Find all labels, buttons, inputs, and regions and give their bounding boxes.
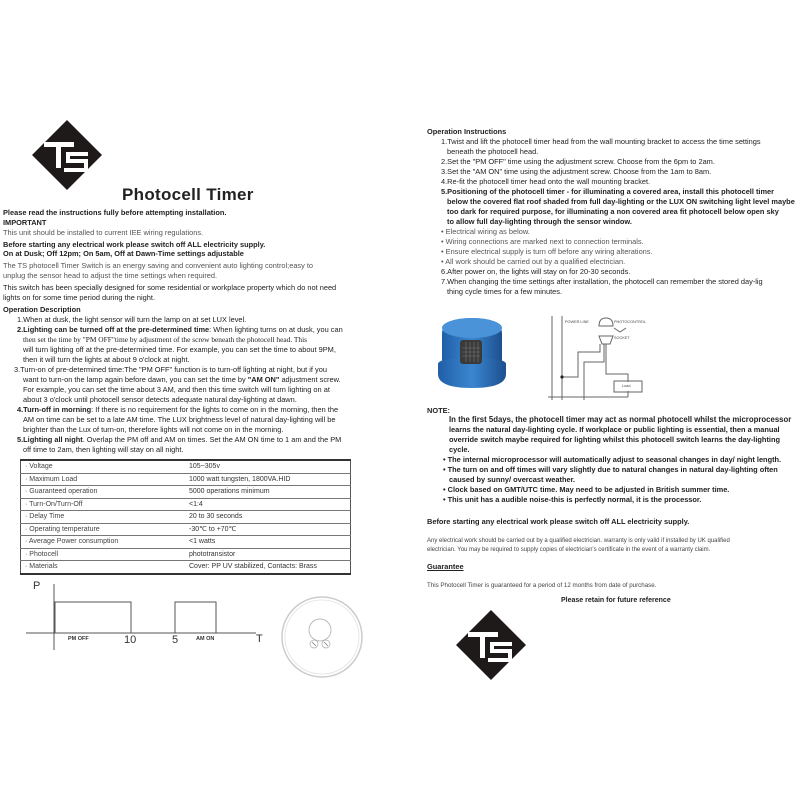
x-axis-label: T: [256, 633, 263, 645]
step-1-line-1: 1.Twist and lift the photocell timer head from the wall mounting bracket to access the time settings: [441, 137, 761, 146]
important-label: IMPORTANT: [3, 218, 47, 227]
step-5-line-4: to allow full day-lighting through the sensor window.: [447, 217, 632, 226]
op-item-2-line-2: then set the time by "PM OFF"time by adjustment of the screw beneath the photocell head. This: [23, 335, 308, 344]
step-5-line-3: too dark for required purpose, for illuminating a non covered area fit photocell below open sky: [447, 207, 779, 216]
photocell-product-image: [432, 312, 512, 397]
op-item-4-line-2: AM on time can be set to a late AM time. The LUX brightness level of natural day-lighting will be: [23, 415, 336, 424]
op-item-3-line-1: 3.Turn-on of pre-determined time:The "PM OFF" function is to turn-off lighting at night, but if you: [14, 365, 327, 374]
op-item-2-line-1: 2.Lighting can be turned off at the pre-determined time: When lighting turns on at dusk, you can: [17, 325, 343, 334]
note-bullet-3: • Clock based on GMT/UTC time. May need to be adjusted in British summer time.: [443, 485, 730, 494]
photocell-product-icon: [432, 312, 512, 392]
spec-row: · Photocell phototransistor: [21, 548, 351, 561]
y-axis-label: P: [33, 580, 41, 592]
photocell-base-icon: [280, 595, 364, 679]
retain-text: Please retain for future reference: [561, 597, 671, 604]
step-7-line-1: 7.When changing the time settings after installation, the photocell can remember the stored day-lig: [441, 277, 763, 286]
qualified-line-2: electrician. You may be required to supply copies of electrician's certificate in the event of a warranty claim.: [427, 547, 711, 553]
note-line-2: learns the natural day-lighting cycle. If workplace or public lighting is essential, then a manual: [449, 425, 780, 434]
spec-row: · Turn-On/Turn-Off <1:4: [21, 498, 351, 511]
ts-logo-icon: [30, 118, 104, 192]
iee-text: This unit should be installed to current IEE wiring regulations.: [3, 228, 204, 237]
op-item-5-line-1: 5.Lighting all night. Overlap the PM off and AM on times. Set the AM ON time to 1 am and the PM: [17, 435, 342, 444]
spec-row: · Average Power consumption <1 watts: [21, 536, 351, 549]
ts-logo-icon: [454, 608, 528, 682]
warning-text-1: Before starting any electrical work please switch off ALL electricity supply.: [3, 240, 266, 249]
step-6: 6.After power on, the lights will stay on for 20-30 seconds.: [441, 267, 631, 276]
intro-line-3: This switch has been specially designed for some residential or workplace property which do not need: [3, 283, 337, 292]
note-line-4: cycle.: [449, 445, 470, 454]
tick-10: 10: [124, 634, 137, 646]
step-1-line-2: beneath the photocell head.: [447, 147, 539, 156]
bullet-2: • Wiring connections are marked next to connection terminals.: [441, 237, 644, 246]
spec-row: · Maximum Load 1000 watt tungsten, 1800VA.HID: [21, 473, 351, 486]
op-item-5-line-2: off time to 2am, then lighting will stay on all night.: [23, 445, 184, 454]
op-item-1: 1.When at dusk, the light sensor will turn the lamp on at set LUX level.: [17, 315, 247, 324]
note-bullet-4: • This unit has a audible noise-this is perfectly normal, it is the processor.: [443, 495, 702, 504]
step-2: 2.Set the "PM OFF" time using the adjustment screw. Choose from the 6pm to 2am.: [441, 157, 715, 166]
photocontrol-label: PHOTOCONTROL: [614, 320, 646, 324]
power-line-label: POWER LINE: [565, 320, 589, 324]
operation-description-heading: Operation Description: [3, 305, 81, 314]
guarantee-heading: Guarantee: [427, 562, 464, 571]
op-item-4-line-3: brighter than the Lux of turn-on, therefore lights will not come on in the morning.: [23, 425, 284, 434]
intro-line-2: unplug the sensor head to adjust the time settings when required.: [3, 271, 218, 280]
pm-off-label: PM OFF: [68, 636, 89, 642]
step-5-line-1: 5.Positioning of the photocell timer - for illuminating a covered area, install this photocell timer: [441, 187, 775, 196]
ts-logo-top: [30, 118, 104, 192]
intro-line-1: The TS photocell Timer Switch is an energy saving and convenient auto lighting control;easy to: [3, 261, 314, 270]
read-first-text: Please read the instructions fully before attempting installation.: [3, 208, 227, 217]
step-7-line-2: thing cycle times for a few minutes.: [447, 287, 563, 296]
step-3: 3.Set the "AM ON" time using the adjustment screw. Choose from the 1am to 8am.: [441, 167, 712, 176]
bullet-3: • Ensure electrical supply is turn off before any wiring alterations.: [441, 247, 653, 256]
op-item-2-line-3: will turn lighting off at the pre-determined time. For example, you can set the time to about 9PM,: [23, 345, 336, 354]
bullet-1: • Electrical wiring as below.: [441, 227, 530, 236]
note-bullet-2: • The turn on and off times will vary slightly due to natural changes in natural day-lighting often: [443, 465, 778, 474]
spec-row: · Materials Cover: PP UV stabilized, Contacts: Brass: [25, 563, 317, 571]
operation-instructions-heading: Operation Instructions: [427, 127, 507, 136]
spec-row: · Operating temperature -30℃ to +70℃: [21, 523, 351, 536]
op-item-2-line-4: then it will turn the lights at about 9 o'clock at night.: [23, 355, 190, 364]
op-item-4-line-1: 4.Turn-off in morning: If there is no requirement for the lights to come on in the morning, then the: [17, 405, 339, 414]
bullet-4: • All work should be carried out by a qualified electrician.: [441, 257, 626, 266]
warning-text-right: Before starting any electrical work please switch off ALL electricity supply.: [427, 517, 690, 526]
op-item-2-bold: 2.Lighting can be turned off at the pre-determined time: [17, 325, 210, 334]
note-bullet-1: • The internal microprocessor will automatically adjust to seasonal changes in day/ night length.: [443, 455, 782, 464]
load-label: Load: [622, 384, 631, 388]
spec-row: · Guaranteed operation 5000 operations minimum: [21, 486, 351, 499]
socket-label: SOCKET: [614, 336, 630, 340]
note-label: NOTE:: [427, 406, 450, 415]
wiring-diagram: [548, 314, 698, 400]
guarantee-text: This Photocell Timer is guaranteed for a period of 12 months from date of purchase.: [427, 582, 657, 589]
step-4: 4.Re-fit the photocell timer head onto the wall mounting bracket.: [441, 177, 651, 186]
qualified-line-1: Any electrical work should be carried out by a qualified electrician. warranty is only valid if installed by UK qualified: [427, 538, 730, 544]
step-5-line-2: below the covered flat roof shaded from full day-lighting or the LUX ON switching light level maybe: [447, 197, 795, 206]
photocell-base-illustration: [280, 595, 364, 684]
op-item-3-line-4: about 3 o'clock until photocell sensor detects adequate natural day-lighting at dawn.: [23, 395, 297, 404]
intro-line-4: lights on for some time period during the night.: [3, 293, 156, 302]
page-title: Photocell Timer: [122, 185, 254, 204]
note-line-1: In the first 5days, the photocell timer may act as normal photocell whilst the microprocessor: [449, 415, 792, 424]
spec-row: · Voltage 105~305v: [21, 460, 351, 473]
timing-diagram-lines: [20, 578, 270, 658]
am-on-label: AM ON: [196, 636, 215, 642]
tick-5: 5: [172, 634, 179, 646]
note-line-3: override switch maybe required for lighting whilst this photocell switch learns the day-lighting: [449, 435, 780, 444]
spec-row: · Delay Time 20 to 30 seconds: [21, 511, 351, 524]
op-item-3-line-2: want to turn-on the lamp again before dawn, you can set the time by "AM ON" adjustment screw.: [23, 375, 341, 384]
note-bullet-2-cont: caused by sunny/ overcast weather.: [449, 475, 576, 484]
ts-logo-bottom: [454, 608, 528, 682]
warning-text-2: On at Dusk; Off 12pm; On 5am, Off at Dawn-Time settings adjustable: [3, 249, 244, 258]
timing-diagram: [20, 578, 270, 658]
spec-table: [20, 459, 351, 575]
op-item-3-line-3: For example, you can set the time about 3 AM, and then this time switch will turn lighting on at: [23, 385, 330, 394]
